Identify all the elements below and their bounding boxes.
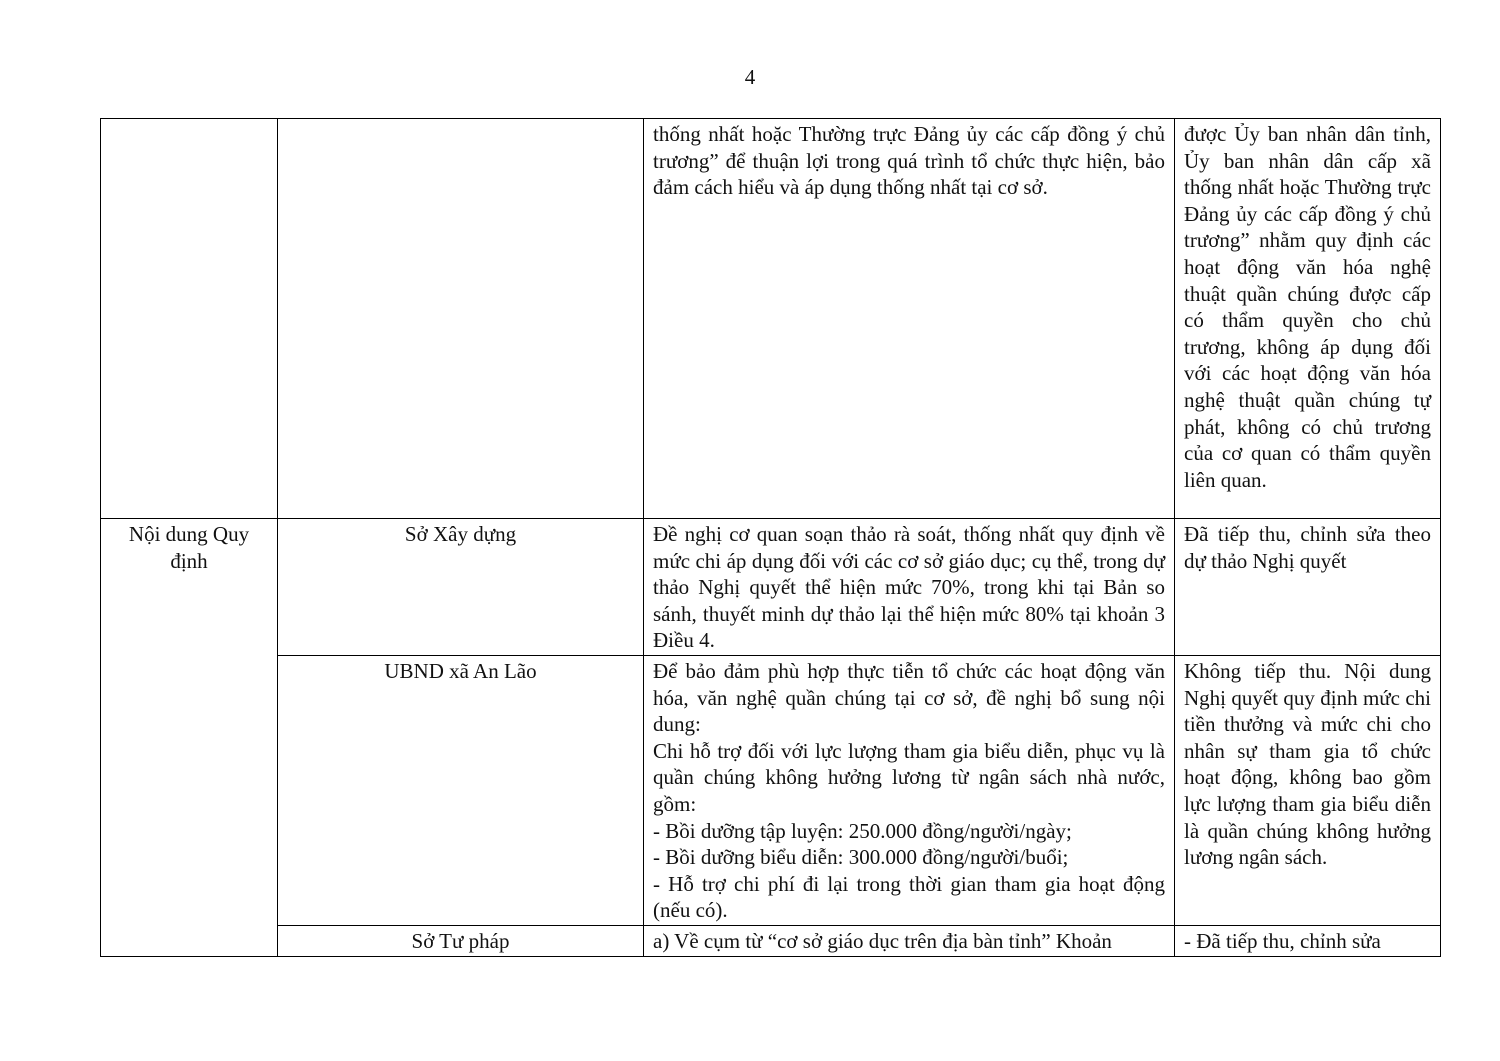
agency-cell-continued [278,119,644,519]
opinion-item: - Bồi dưỡng biểu diễn: 300.000 đồng/người/buổi; [653,845,1069,870]
agency-cell: Sở Xây dựng [278,519,644,656]
opinion-cell: Đề nghị cơ quan soạn thảo rà soát, thống nhất quy định về mức chi áp dụng đối với các cơ sở giáo dục; cụ thể, trong dự thảo Nghị quyết thể hiện mức 70%, trong khi tại Bản so sánh, thuyết minh dự thảo lại thể hiện mức 80% tại khoản 3 Điều 4. [644,519,1175,656]
opinion-intro: Để bảo đảm phù hợp thực tiễn tổ chức các hoạt động văn hóa, văn nghệ quần chúng tại cơ sở, đề nghị bổ sung nội dung: [653,658,1165,737]
opinion-cell: thống nhất hoặc Thường trực Đảng ủy các cấp đồng ý chủ trương” để thuận lợi trong quá trình tổ chức thực hiện, bảo đảm cách hiểu và áp dụng thống nhất tại cơ sở. [644,119,1175,519]
response-cell: - Đã tiếp thu, chỉnh sửa [1175,925,1441,956]
comment-response-table [100,118,1441,957]
opinion-cell [644,655,1175,925]
opinion-item: - Hỗ trợ chi phí đi lại trong thời gian tham gia hoạt động (nếu có). [653,871,1165,923]
table-row [101,119,1441,519]
table-row [101,925,1441,956]
page-number: 4 [744,65,756,89]
opinion-item: - Bồi dưỡng tập luyện: 250.000 đồng/người/ngày; [653,818,1072,843]
agency-cell: UBND xã An Lão [278,655,644,925]
opinion-cell: a) Về cụm từ “cơ sở giáo dục trên địa bàn tỉnh” Khoản [644,925,1175,956]
group-cell-continued [101,119,278,519]
response-cell: Không tiếp thu. Nội dung Nghị quyết quy định mức chi tiền thưởng và mức chi cho nhân sự tham gia tổ chức hoạt động, không bao gồm lực lượng tham gia biểu diễn là quần chúng không hưởng lương ngân sách. [1175,655,1441,925]
response-cell: Đã tiếp thu, chỉnh sửa theo dự thảo Nghị quyết [1175,519,1441,656]
table-row [101,519,1441,656]
opinion-body: Chi hỗ trợ đối với lực lượng tham gia biểu diễn, phục vụ là quần chúng không hưởng lương từ ngân sách nhà nước, gồm: [653,738,1165,816]
agency-cell: Sở Tư pháp [278,925,644,956]
table-row [101,655,1441,925]
group-label-cell: Nội dung Quy định [101,519,278,957]
response-cell: được Ủy ban nhân dân tỉnh, Ủy ban nhân dân cấp xã thống nhất hoặc Thường trực Đảng ủy các cấp đồng ý chủ trương” nhằm quy định các hoạt động văn hóa nghệ thuật quần chúng được cấp có thẩm quyền cho chủ trương, không áp dụng đối với các hoạt động văn hóa nghệ thuật quần chúng tự phát, không có chủ trương của cơ quan có thẩm quyền liên quan. [1175,119,1441,519]
